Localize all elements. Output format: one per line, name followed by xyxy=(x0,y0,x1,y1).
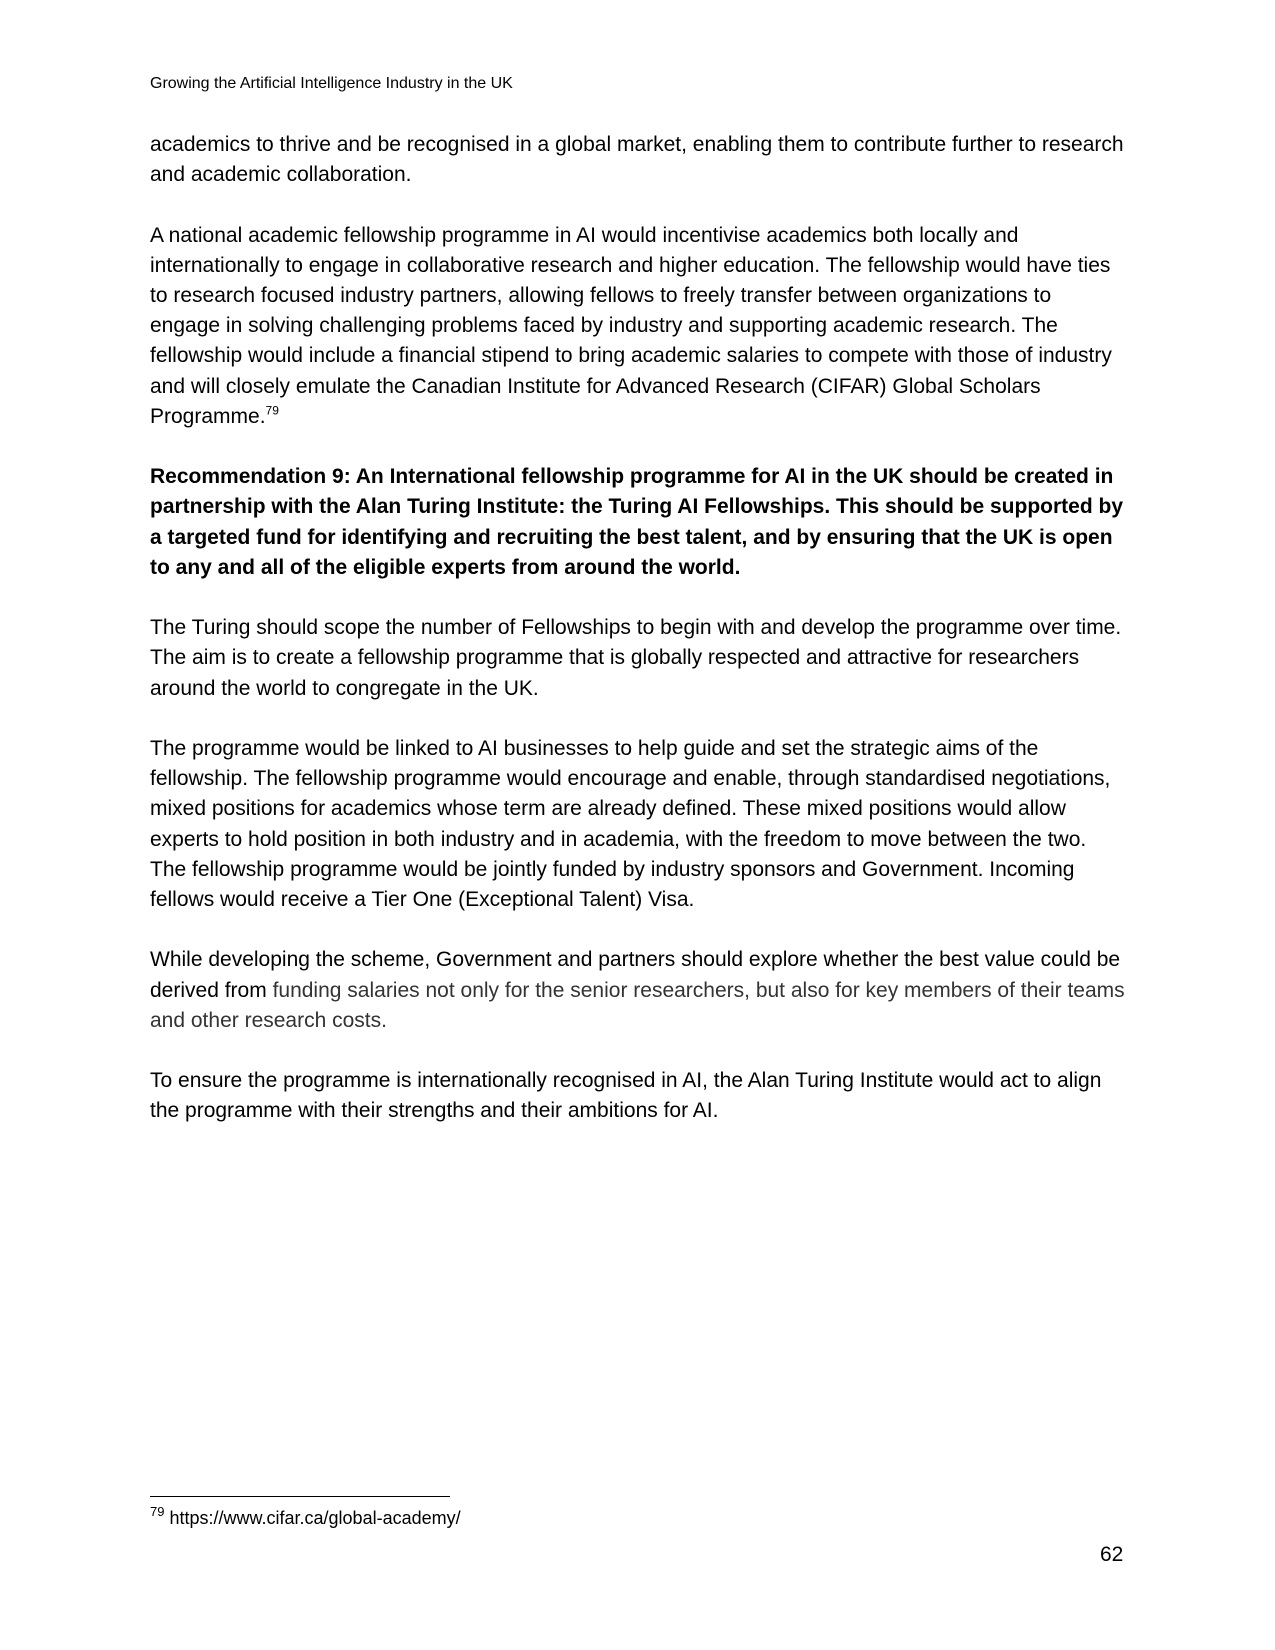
footnote-link[interactable]: https://www.cifar.ca/global-academy/ xyxy=(169,1508,461,1528)
paragraph-turing-scope: The Turing should scope the number of Fellowships to begin with and develop the programme over time. The aim is to create a fellowship programme that is globally respected and attractive for researchers around the world to congregate in the UK. xyxy=(150,616,1122,700)
paragraph-text: A national academic fellowship programme in AI would incentivise academics both locally and internationally to engage in collaborative research and higher education. The fellowship would have ties to research focused industry partners, allowing fellows to freely transfer between organizations to engage in solving challenging problems faced by industry and supporting academic research. The fellowship would include a financial stipend to bring academic salaries to compete with those of industry and will closely emulate the Canadian Institute for Advanced Research (CIFAR) Global Scholars Programme. xyxy=(150,223,1112,428)
running-header: Growing the Artificial Intelligence Industry in the UK xyxy=(150,75,513,92)
paragraph-business-links: The programme would be linked to AI businesses to help guide and set the strategic aims of the fellowship. The fellowship programme would encourage and enable, through standardised negotiations, mixed positions for academics whose term are already defined. These mixed positions would allow experts to hold position in both industry and in academia, with the freedom to move between the two. The fellowship programme would be jointly funded by industry sponsors and Government. Incoming fellows would receive a Tier One (Exceptional Talent) Visa. xyxy=(150,737,1111,912)
footnote-divider xyxy=(150,1496,450,1497)
paragraph-international-recognition: To ensure the programme is internationally recognised in AI, the Alan Turing Institute would act to align the programme with their strengths and their ambitions for AI. xyxy=(150,1069,1102,1123)
paragraph-text-grey: funding salaries not only for the senior researchers, but also for key members of their teams and other research costs. xyxy=(150,978,1125,1032)
paragraph-scheme-value xyxy=(150,945,1125,1036)
paragraph-text: While developing the scheme, Government and partners should explore whether the best value could be derived from xyxy=(150,948,1121,1002)
footnote-reference: 79 xyxy=(265,403,279,418)
main-content xyxy=(150,130,1125,1157)
page-number: 62 xyxy=(1100,1543,1124,1566)
paragraph-continuation: academics to thrive and be recognised in a global market, enabling them to contribute further to research and academic collaboration. xyxy=(150,133,1124,187)
footnote-number: 79 xyxy=(150,1504,165,1520)
recommendation-9: Recommendation 9: An International fellowship programme for AI in the UK should be created in partnership with the Alan Turing Institute: the Turing AI Fellowships. This should be supported by a targeted fund for identifying and recruiting the best talent, and by ensuring that the UK is open to any and all of the eligible experts from around the world. xyxy=(150,465,1124,579)
paragraph-fellowship-overview xyxy=(150,221,1125,432)
footnote xyxy=(150,1506,461,1530)
